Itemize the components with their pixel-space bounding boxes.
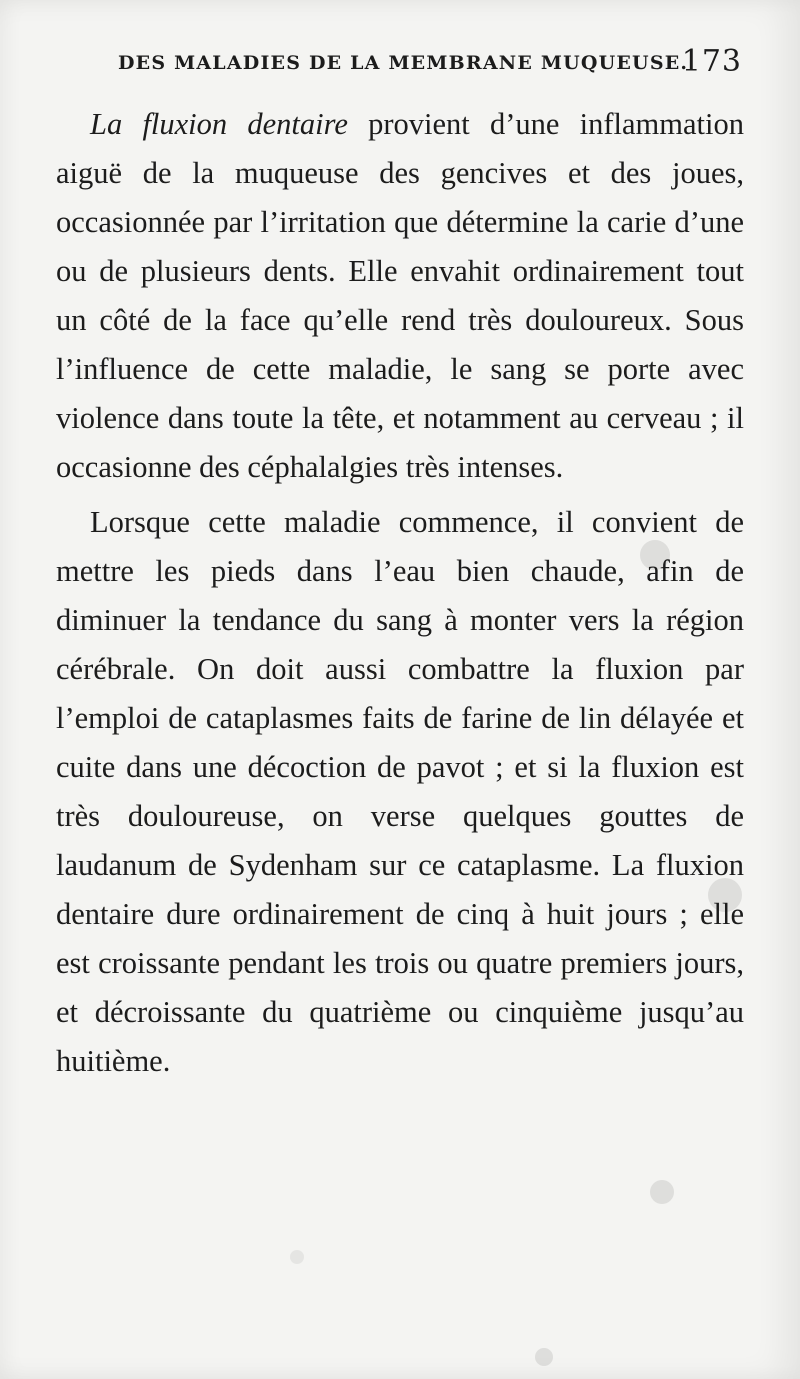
paragraph-text: provient d’une inflammation aiguë de la muqueuse des gencives et des joues, occasionnée par l’irritation que détermine la carie d’une ou de plusieurs dents. Elle envahit ordinairement tout un côté de la face qu’elle rend très douloureux. Sous l’influence de cette maladie, le sang se porte avec violence dans toute la tête, et notamment au cerveau ; il occasionne des céphalalgies très intenses. xyxy=(56,107,744,484)
print-stain xyxy=(535,1348,553,1366)
body-text xyxy=(56,100,744,1086)
page-number: 173 xyxy=(681,44,742,79)
paragraph-1 xyxy=(56,100,744,492)
running-head: DES MALADIES DE LA MEMBRANE MUQUEUSE. xyxy=(118,52,689,74)
page-header xyxy=(118,44,742,84)
print-stain xyxy=(650,1180,674,1204)
print-stain xyxy=(290,1250,304,1264)
paragraph-lead-italic: La fluxion dentaire xyxy=(90,107,348,141)
paragraph-2: Lorsque cette maladie commence, il convient de mettre les pieds dans l’eau bien chaude, afin de diminuer la tendance du sang à monter vers la région cérébrale. On doit aussi combattre la fluxion par l’emploi de cataplasmes faits de farine de lin délayée et cuite dans une décoction de pavot ; et si la fluxion est très douloureuse, on verse quelques gouttes de laudanum de Sydenham sur ce cataplasme. La fluxion dentaire dure ordinairement de cinq à huit jours ; elle est croissante pendant les trois ou quatre premiers jours, et décroissante du quatrième ou cinquième jusqu’au huitième. xyxy=(56,505,744,1078)
